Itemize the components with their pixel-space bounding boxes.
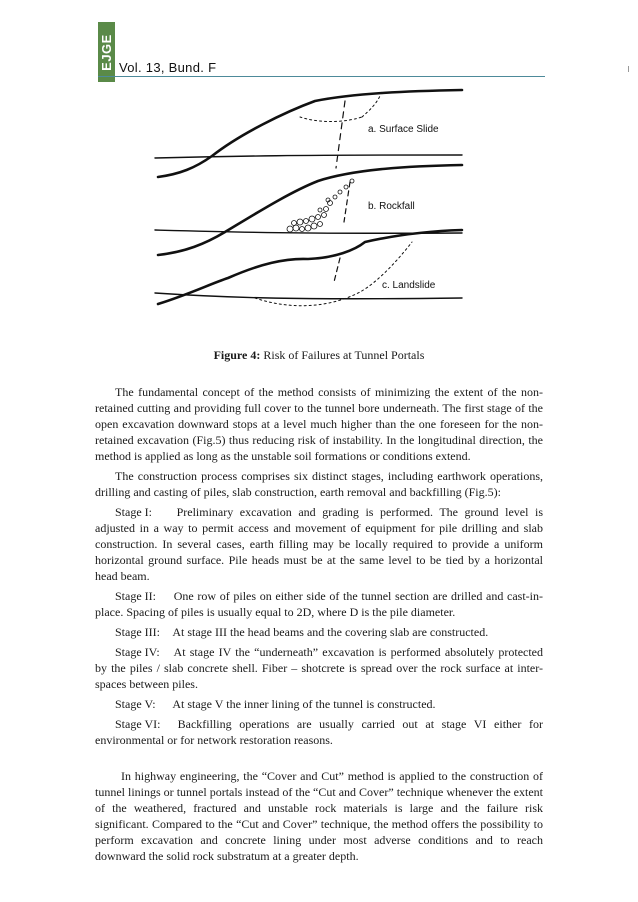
label-surface-slide: a. Surface Slide [368, 124, 439, 135]
caption-text: Risk of Failures at Tunnel Portals [260, 348, 425, 362]
stage-4 [95, 644, 543, 692]
stage-text: At stage III the head beams and the covering slab are constructed. [172, 625, 489, 639]
stage-2 [95, 588, 543, 620]
stage-5 [95, 696, 543, 712]
paragraph-concept: The fundamental concept of the method consists of minimizing the extent of the non-retained cutting and providing full cover to the tunnel bore underneath. The first stage of the open excavation downward stops at a level much higher than the one foreseen for the non-retained excavation (Fig.5) thus reducing risk of instability. In the longitudinal direction, the method is applied as long as the unstable soil formations or conditions extend. [95, 385, 543, 463]
stage-text: One row of piles on either side of the tunnel section are drilled and cast-in-place. Spacing of piles is usually equal to 2D, where D is the pile diameter. [95, 589, 544, 619]
stage-text: At stage IV the “underneath” excavation is performed absolutely protected by the piles / slab concrete shell. Fiber – shotcrete is spread over the rock surface at inter-spaces between piles. [95, 645, 544, 691]
rockfall-b-dashed [344, 182, 350, 222]
stage-label: Stage IV: [115, 645, 160, 659]
slide-a-dashed [336, 101, 345, 168]
label-rockfall: b. Rockfall [368, 201, 415, 212]
portal-failure-figure [150, 82, 480, 314]
logo-text: EJGE [99, 33, 114, 71]
stage-3 [95, 624, 543, 640]
body-text [95, 384, 543, 868]
stage-1 [95, 504, 543, 584]
stage-label: Stage I: [115, 505, 152, 519]
stage-text: Backfilling operations are usually carried out at stage VI either for environmental or for network restoration reasons. [95, 717, 544, 747]
slide-a-arc [300, 117, 362, 122]
paragraph-process: The construction process comprises six distinct stages, including earthwork operations, drilling and casting of piles, slab construction, earth removal and backfilling (Fig.5): [95, 469, 543, 499]
stage-label: Stage III: [115, 625, 160, 639]
paragraph-highway: In highway engineering, the “Cover and Cut” method is applied to the construction of tunnel linings or tunnel portals instead of the “Cut and Cover” technique whenever the extent of the weathered, fractured and unstable rock materials is large and the failure risk significant. Compared to the “Cut and Cover” technique, the method offers the possibility to perform excavation and concrete lining under most adverse conditions and to reach downward the solid rock substratum at a greater depth. [95, 769, 543, 863]
slope-c-profile [158, 230, 462, 304]
caption-label: Figure 4: [213, 348, 261, 362]
stage-6 [95, 716, 543, 748]
volume-header: Vol. 13, Bund. F [119, 60, 217, 75]
stage-text: At stage V the inner lining of the tunnel is constructed. [172, 697, 436, 711]
slide-a-scarp [362, 96, 380, 117]
stage-text: Preliminary excavation and grading is performed. The ground level is adjusted in a way to permit access and movement of equipment for pile drilling and slab construction. In several cases, earth filling may be locally required to provide a uniform horizontal ground surface. Pile heads must be at the same level to be tied by a horizontal head beam. [95, 505, 544, 583]
landslide-c-arc [255, 242, 412, 306]
stage-label: Stage VI: [115, 717, 161, 731]
landslide-c-dashed [334, 258, 340, 282]
stage-label: Stage V: [115, 697, 156, 711]
rockfall-boulders [287, 179, 354, 232]
page-edge-mark [628, 66, 633, 72]
figure-caption [0, 348, 638, 363]
journal-logo [98, 22, 115, 82]
label-landslide: c. Landslide [382, 280, 436, 291]
slope-b-profile [158, 165, 462, 255]
header-rule [98, 76, 545, 77]
road-a-line [155, 155, 462, 158]
road-c-line [155, 293, 462, 299]
stage-label: Stage II: [115, 589, 156, 603]
